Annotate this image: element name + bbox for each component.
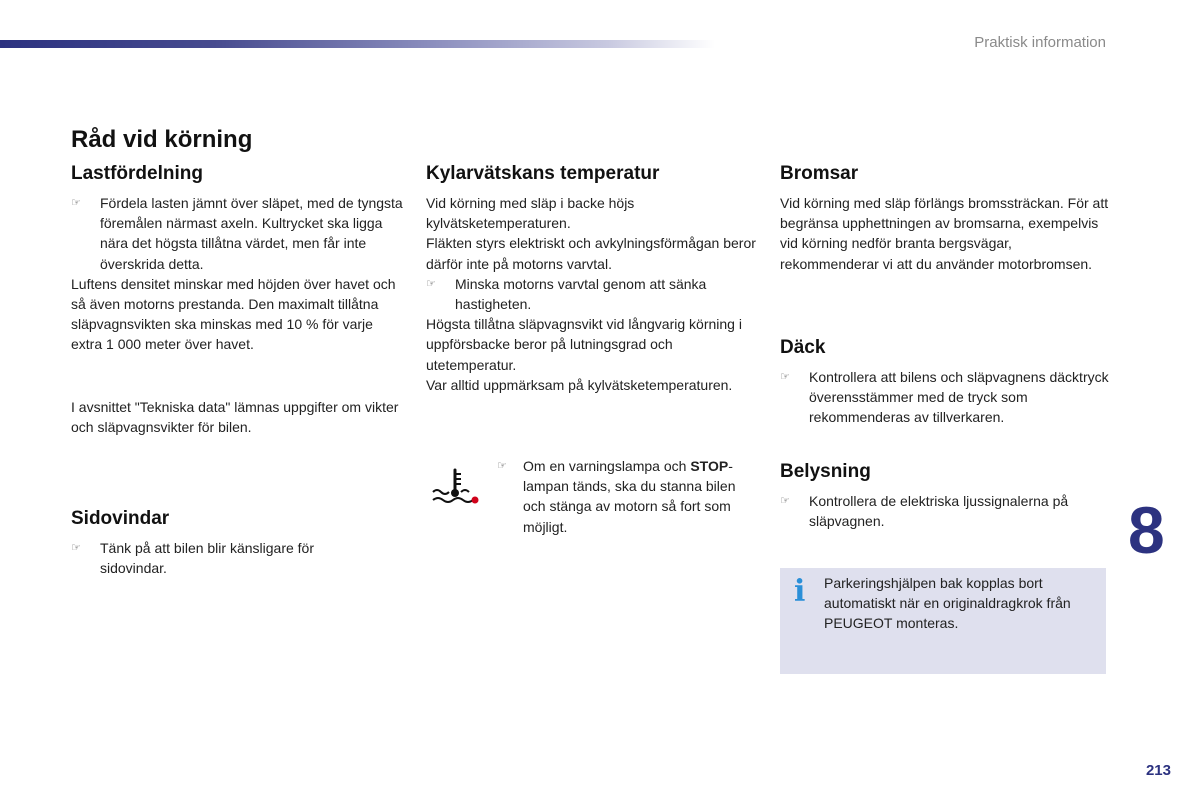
- chapter-number: 8: [1128, 493, 1165, 567]
- heading-belysning: Belysning: [780, 461, 871, 482]
- list-item: [71, 538, 371, 578]
- column-bromsar: [780, 163, 1110, 274]
- warning-text: [523, 456, 737, 537]
- column-belysning: [780, 461, 1110, 531]
- pointing-hand-icon: ☞: [497, 460, 507, 472]
- page-number: 213: [1145, 762, 1171, 779]
- bullet-text: Kontrollera att bilens och släpvagnens däcktryck överensstämmer med de tryck som rekommenderas av tillverkaren.: [809, 369, 1109, 426]
- warning-text-part: -lampan tänds, ska du stanna bilen och stänga av motorn så fort som möjligt.: [523, 458, 736, 535]
- bullet-text: Tänk på att bilen blir känsligare för sidovindar.: [100, 540, 314, 577]
- list-item: [497, 456, 737, 537]
- column-dack: [780, 337, 1110, 428]
- warning-text-part: Om en varningslampa och: [523, 458, 691, 474]
- page-title: Råd vid körning: [71, 126, 253, 153]
- info-icon: i: [794, 574, 806, 609]
- heading-lastfordelning: Lastfördelning: [71, 163, 203, 184]
- pointing-hand-icon: ☞: [71, 542, 81, 554]
- paragraph: Högsta tillåtna släpvagnsvikt vid långvarig körning i uppförsbacke beror på lutningsgrad och utetemperatur.: [426, 316, 742, 373]
- heading-dack: Däck: [780, 337, 826, 358]
- list-item: [426, 274, 756, 314]
- pointing-hand-icon: ☞: [780, 371, 790, 383]
- paragraph: Vid körning med släp i backe höjs kylvätsketemperaturen.: [426, 195, 635, 232]
- stop-label: STOP: [690, 458, 729, 474]
- list-item: [780, 491, 1110, 531]
- header-bar: [0, 40, 715, 48]
- paragraph: Vid körning med släp förlängs bromssträckan. För att begränsa upphettningen av bromsarna, exempelvis vid körning nedför branta bergsvägar, rekommenderar vi att du använder motorbromsen.: [780, 195, 1109, 272]
- bullet-text: Minska motorns varvtal genom att sänka hastigheten.: [455, 275, 707, 313]
- info-box: [780, 568, 1106, 674]
- column-kylarvatska: [426, 163, 756, 395]
- coolant-temperature-warning-icon: [429, 466, 481, 508]
- paragraph: Luftens densitet minskar med höjden över havet och så även motorns prestanda. Den maximalt tillåtna släpvagnsvikten ska minskas med 10 % för varje extra 1 000 meter över havet.: [71, 275, 396, 353]
- info-text: Parkeringshjälpen bak kopplas bort automatiskt när en originaldragkrok från PEUGEOT monteras.: [824, 575, 1071, 632]
- paragraph: Var alltid uppmärksam på kylvätsketemperaturen.: [426, 376, 733, 393]
- heading-bromsar: Bromsar: [780, 163, 859, 184]
- column-lastfordelning: [71, 163, 406, 437]
- bullet-text: Kontrollera de elektriska ljussignalerna på släpvagnen.: [809, 493, 1069, 530]
- warning-note: [497, 456, 737, 537]
- heading-sidovindar: Sidovindar: [71, 508, 170, 529]
- pointing-hand-icon: ☞: [71, 197, 81, 209]
- list-item: [780, 367, 1110, 428]
- paragraph: I avsnittet "Tekniska data" lämnas uppgifter om vikter och släpvagnsvikter för bilen.: [71, 398, 399, 435]
- section-label: Praktisk information: [974, 34, 1106, 51]
- paragraph: Fläkten styrs elektriskt och avkylningsförmågan beror därför inte på motorns varvtal.: [426, 235, 756, 272]
- heading-kylarvatska: Kylarvätskans temperatur: [426, 163, 660, 184]
- list-item: [71, 193, 406, 274]
- bullet-text: Fördela lasten jämnt över släpet, med de tyngsta föremålen närmast axeln. Kultrycket ska ligga nära det högsta tillåtna värdet, men får inte överskrida detta.: [100, 195, 403, 272]
- pointing-hand-icon: ☞: [426, 277, 436, 290]
- pointing-hand-icon: ☞: [780, 495, 790, 507]
- column-sidovindar: [71, 508, 371, 578]
